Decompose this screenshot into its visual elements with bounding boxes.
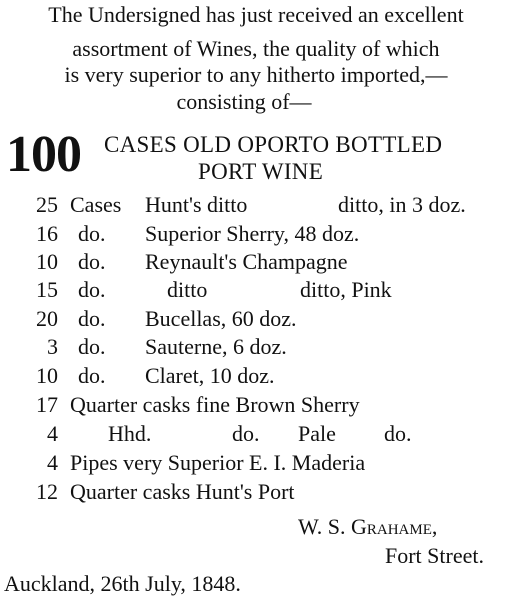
item-detail-ditto: do. [384,421,412,446]
intro-line-4: consisting of— [176,89,312,114]
intro-line-1: The Undersigned has just received an excellent [48,2,464,27]
item-unit: Hhd. [108,421,152,446]
list-item [0,305,512,333]
headline-line-1: CASES OLD OPORTO BOTTLED [104,132,443,157]
list-item [0,276,512,304]
item-description: Quarter casks fine Brown Sherry [70,392,360,417]
headline-line-2: PORT WINE [198,159,324,184]
item-quantity: 15 [36,277,58,302]
item-description: Reynault's Champagne [145,249,348,274]
item-description: Bucellas, 60 doz. [145,306,297,331]
item-description: Quarter casks Hunt's Port [70,479,295,504]
list-item [0,191,512,219]
item-detail: ditto, in 3 doz. [338,192,466,217]
item-quantity: 3 [47,334,58,359]
item-quantity: 4 [47,450,58,475]
item-unit: do. [78,334,106,359]
item-unit: do. [78,277,106,302]
item-description: Hunt's ditto [145,192,248,217]
item-description: Pipes very Superior E. I. Maderia [70,450,366,475]
list-item [0,333,512,361]
intro-line-3: is very superior to any hitherto imported,— [64,62,448,87]
list-item [0,362,512,390]
item-description: ditto [167,277,208,302]
item-detail: Pale [298,421,336,446]
headline-quantity: 100 [6,126,81,183]
list-item [0,420,512,448]
item-quantity: 17 [36,392,58,417]
list-item [0,391,512,419]
list-item [0,449,512,477]
item-unit: Cases [70,192,122,217]
item-description: do. [232,421,260,446]
item-quantity: 16 [36,221,58,246]
item-quantity: 25 [36,192,58,217]
list-item [0,248,512,276]
item-unit: do. [78,249,106,274]
list-item [0,478,512,506]
item-unit: do. [78,363,106,388]
signature-name: W. S. Grahame, [298,514,438,539]
item-quantity: 10 [36,249,58,274]
item-quantity: 4 [47,421,58,446]
item-unit: do. [78,306,106,331]
item-description: Claret, 10 doz. [145,363,275,388]
list-item [0,220,512,248]
item-quantity: 20 [36,306,58,331]
item-quantity: 12 [36,479,58,504]
intro-line-2: assortment of Wines, the quality of which [72,36,440,61]
item-detail: ditto, Pink [300,277,392,302]
item-description: Sauterne, 6 doz. [145,334,287,359]
item-quantity: 10 [36,363,58,388]
item-description: Superior Sherry, 48 doz. [145,221,360,246]
dateline: Auckland, 26th July, 1848. [4,571,241,596]
signature-address: Fort Street. [385,543,484,568]
item-unit: do. [78,221,106,246]
